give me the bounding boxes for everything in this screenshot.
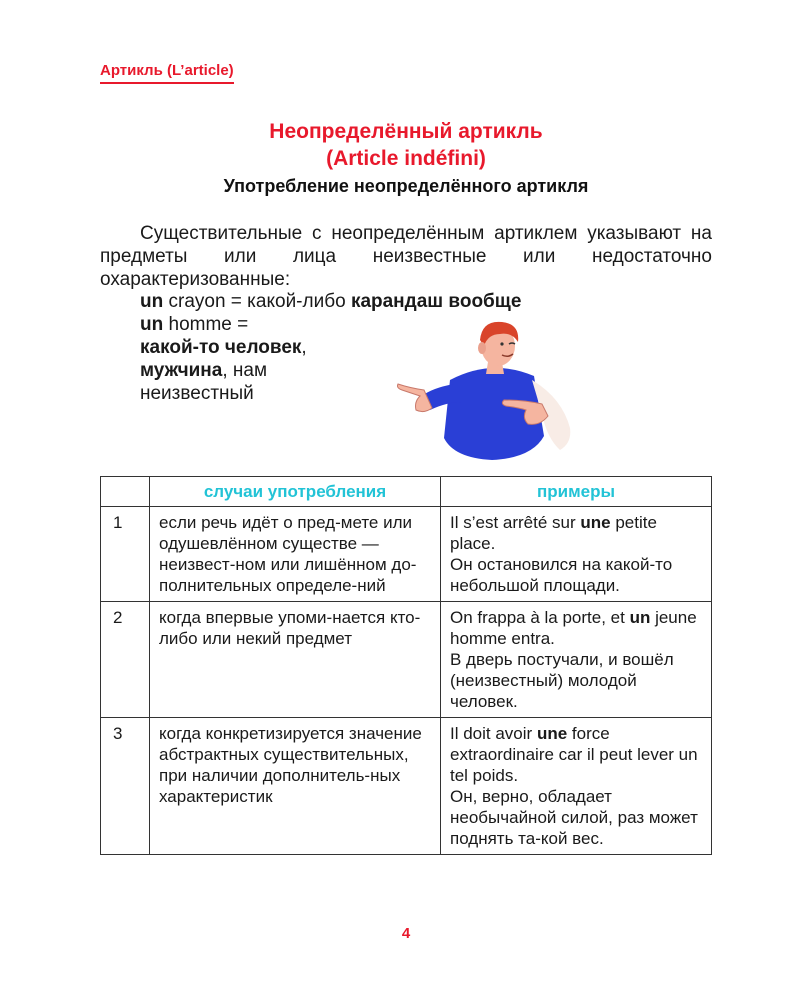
example-meaning: мужчина (140, 360, 223, 381)
example-russian: Он, верно, обладает необычайной силой, раз может поднять та-кой вес. (450, 787, 698, 848)
row-example (441, 718, 712, 855)
usage-table (100, 476, 712, 855)
article-highlight: une (536, 724, 568, 743)
example-meaning: карандаш вообще (350, 291, 522, 312)
row-case: когда впервые упоми-нается кто-либо или некий предмет (150, 602, 441, 718)
row-case: когда конкретизируется значение абстрактных существительных, при наличии дополнитель-ных характеристик (150, 718, 441, 855)
running-head: Артикль (L’article) (100, 62, 234, 84)
row-example (441, 507, 712, 602)
example-russian: В дверь постучали, и вошёл (неизвестный) молодой человек. (450, 650, 674, 711)
table-header-row (101, 477, 712, 507)
row-example (441, 602, 712, 718)
pointing-man-illustration (392, 318, 592, 463)
ear (478, 342, 486, 354)
header-num (101, 477, 150, 507)
example-french: Il doit avoir une force extraordinaire car il peut lever un tel poids. (450, 724, 698, 785)
page-number: 4 (401, 925, 411, 942)
section-title (100, 118, 712, 172)
example-line-2 (140, 313, 248, 336)
example-text: homme = (163, 314, 249, 335)
title-line-1: Неопределённый артикль (269, 120, 543, 143)
example-french: On frappa à la porte, et un jeune homme entra. (450, 608, 697, 648)
example-text: , (301, 337, 307, 358)
example-french: Il s’est arrêté sur une petite place. (450, 513, 657, 553)
example-article: un (140, 291, 164, 312)
header-cases: случаи употребления (150, 477, 441, 507)
subsection-title: Употребление неопределённого артикля (223, 176, 589, 196)
table-row (101, 718, 712, 855)
example-article: un (140, 314, 164, 335)
eye-icon (500, 342, 503, 345)
article-highlight: une (580, 513, 611, 532)
title-line-2: (Article indéfini) (326, 147, 486, 170)
intro-paragraph: Существительные с неопределённым артиклем указывают на предметы или лица неизвестные или недостаточно охарактеризованные: (100, 223, 712, 290)
header-examples: примеры (441, 477, 712, 507)
article-highlight: un (629, 608, 651, 627)
example-meaning: какой-то человек (140, 337, 302, 358)
example-line-1 (140, 290, 521, 313)
row-case: если речь идёт о пред-мете или одушевлённом существе — неизвест-ном или лишённом до-полнительных определе-ний (150, 507, 441, 602)
left-hand (398, 384, 433, 412)
table-row (101, 602, 712, 718)
table-row (101, 507, 712, 602)
example-line-3 (140, 336, 307, 359)
example-text: , нам (222, 360, 268, 381)
example-line-5: неизвестный (140, 383, 254, 404)
row-number: 2 (101, 602, 150, 718)
example-line-4 (140, 359, 267, 382)
example-text: crayon = какой-либо (163, 291, 351, 312)
row-number: 3 (101, 718, 150, 855)
row-number: 1 (101, 507, 150, 602)
example-russian: Он остановился на какой-то небольшой площади. (450, 555, 673, 595)
